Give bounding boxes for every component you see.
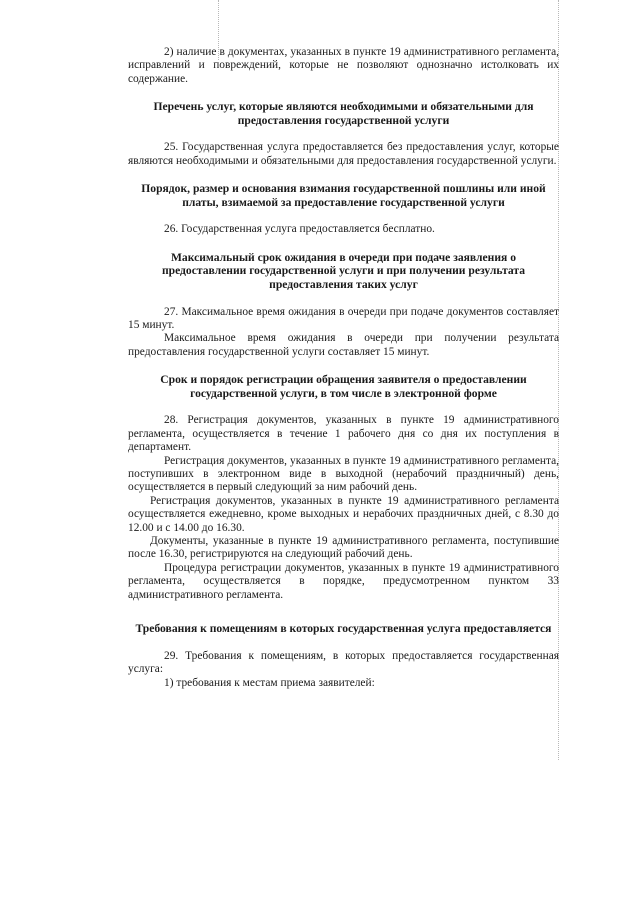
paragraph-29: 29. Требования к помещениям, в которых предоставляется государственная услуга: [128, 649, 559, 676]
paragraph-28e: Процедура регистрации документов, указанных в пункте 19 административного регламента, осуществляется в порядке, предусмотренном пунктом 33 административного регламента. [128, 561, 559, 601]
paragraph-27b: Максимальное время ожидания в очереди при получении результата предоставления государственной услуги составляет 15 минут. [128, 332, 559, 358]
paragraph-28d: Документы, указанные в пункте 19 административного регламента, поступившие после 16.30, регистрируются на следующий рабочий день. [128, 535, 559, 561]
heading-registration: Срок и порядок регистрации обращения заявителя о предоставлении государственной услуги, в том числе в электронной форме [160, 373, 527, 400]
paragraph-26: 26. Государственная услуга предоставляется бесплатно. [164, 223, 435, 236]
paragraph-25: 25. Государственная услуга предоставляется без предоставления услуг, которые являются необходимыми и обязательными для предоставления государственной услуги. [128, 141, 559, 167]
paragraph-28a: 28. Регистрация документов, указанных в пункте 19 административного регламента, осуществляется в течение 1 рабочего дня со дня их поступления в департамент. [128, 414, 559, 454]
heading-wait: Максимальный срок ожидания в очереди при подаче заявления о предоставлении государственной услуги и при получении результата предоставления таких услуг [161, 250, 526, 291]
document-page [128, 46, 559, 690]
paragraph-28c: Регистрация документов, указанных в пункте 19 административного регламента осуществляется ежедневно, кроме выходных и нерабочих праздничных дней, с 8.30 до 12.00 и с 14.00 до 16.30. [128, 494, 559, 534]
paragraph-2: 2) наличие в документах, указанных в пункте 19 административного регламента, исправлений и повреждений, которые не позволяют однозначно истолковать их содержание. [128, 46, 559, 85]
heading-services: Перечень услуг, которые являются необходимыми и обязательными для предоставления государственной услуги [153, 100, 534, 127]
paragraph-29-1: 1) требования к местам приема заявителей: [164, 676, 375, 689]
heading-fee: Порядок, размер и основания взимания государственной пошлины или иной платы, взимаемой за предоставление государственной услуги [141, 182, 546, 209]
paragraph-27a: 27. Максимальное время ожидания в очереди при подаче документов составляет 15 минут. [128, 305, 559, 331]
heading-premises: Требования к помещениям в которых государственная услуга предоставляется [135, 622, 552, 636]
paragraph-28b: Регистрация документов, указанных в пункте 19 административного регламента, поступивших в электронном виде в выходной (нерабочий праздничный) день, осуществляется в первый следующий за ним рабочий день. [128, 454, 559, 494]
